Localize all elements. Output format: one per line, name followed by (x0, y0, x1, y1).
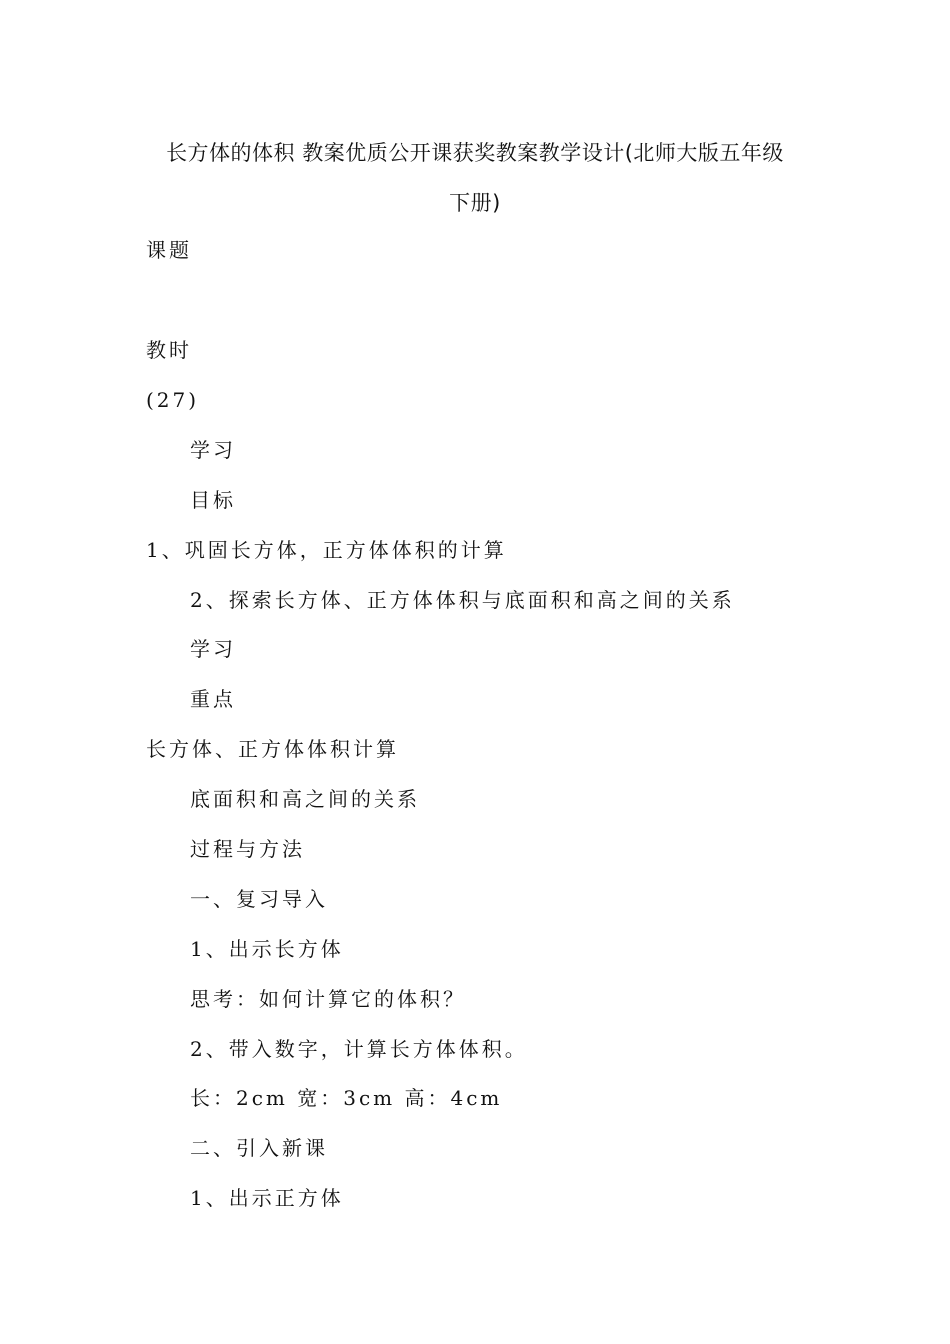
key-point-1: 长方体、正方体体积计算 (146, 737, 399, 761)
objective-item-2: 2、探索长方体、正方体体积与底面积和高之间的关系 (190, 588, 735, 612)
step-dimensions: 长：2cm 宽：3cm 高：4cm (190, 1086, 503, 1110)
label-learning-2: 学习 (190, 637, 236, 661)
key-point-2: 底面积和高之间的关系 (190, 787, 420, 811)
lesson-number: (27) (146, 388, 200, 412)
section-new-lesson: 二、引入新课 (190, 1136, 328, 1160)
document-title-line-1: 长方体的体积 教案优质公开课获奖教案教学设计(北师大版五年级 (166, 141, 784, 165)
step-calculate-volume: 2、带入数字，计算长方体体积。 (190, 1037, 528, 1061)
step-show-cube: 1、出示正方体 (190, 1186, 344, 1210)
document-title-line-2: 下册) (449, 191, 501, 215)
step-show-cuboid: 1、出示长方体 (190, 937, 344, 961)
label-course-topic: 课题 (146, 238, 192, 262)
section-review-intro: 一、复习导入 (190, 887, 328, 911)
label-key-points: 重点 (190, 687, 236, 711)
objective-item-1: 1、巩固长方体，正方体体积的计算 (146, 538, 507, 562)
label-learning: 学习 (190, 438, 236, 462)
label-lesson-time: 教时 (146, 338, 192, 362)
step-think-question: 思考：如何计算它的体积？ (190, 987, 466, 1011)
label-process-methods: 过程与方法 (190, 837, 305, 861)
label-objectives: 目标 (190, 488, 236, 512)
